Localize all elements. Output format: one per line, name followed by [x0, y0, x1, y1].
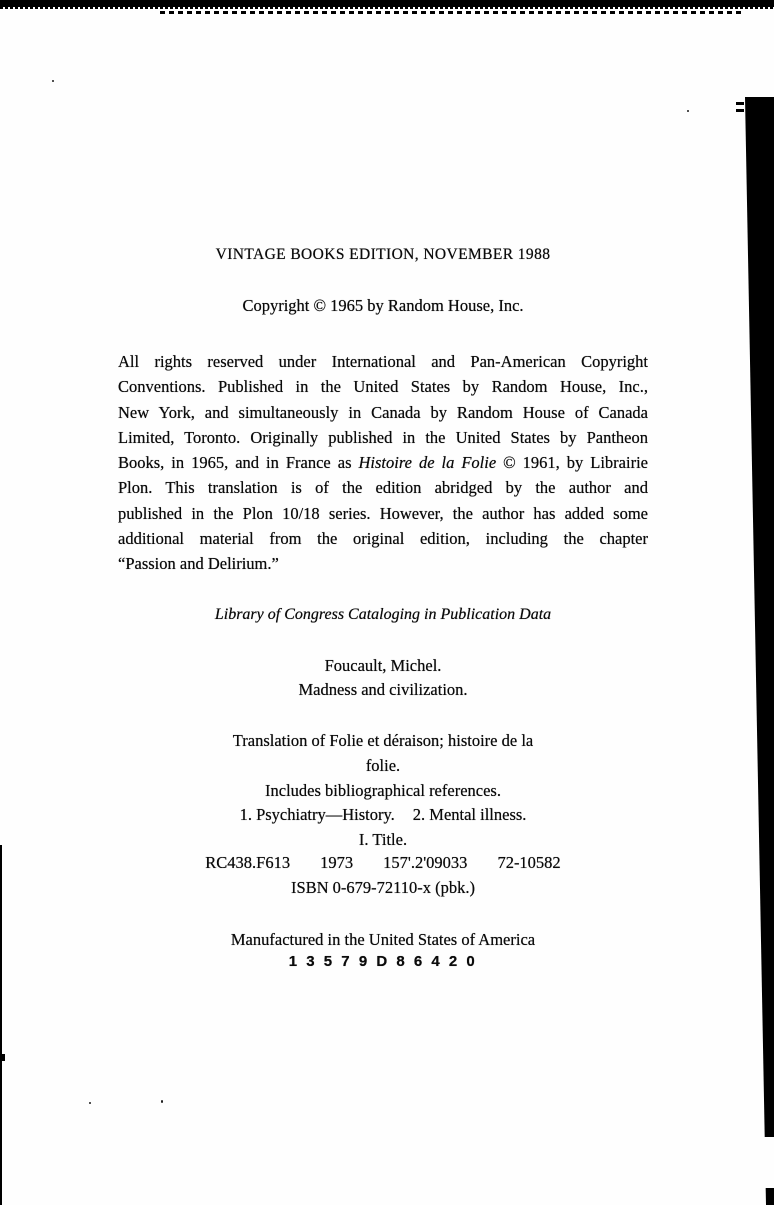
- isbn-line: ISBN 0-679-72110-x (pbk.): [290, 878, 476, 897]
- rights-line: Plon. This translation is of the edition abridged by the author and: [118, 478, 648, 498]
- rights-line: [118, 450, 648, 475]
- title-entry-line: I. Title.: [358, 830, 408, 849]
- references-line: Includes bibliographical references.: [265, 781, 501, 800]
- printing-number-line: 1 3 5 7 9 D 8 6 4 2 0: [288, 953, 478, 970]
- book-title-line: Madness and civilization.: [298, 680, 468, 699]
- scan-artifact-dash: [736, 109, 744, 112]
- rights-line-segment: Books, in 1965, and in France as: [118, 453, 359, 473]
- scan-speck: [52, 80, 54, 82]
- rights-paragraph: [118, 349, 648, 577]
- rights-line: Limited, Toronto. Originally published in the United States by Pantheon: [118, 427, 648, 447]
- loc-cataloging-heading: Library of Congress Cataloging in Publication Data: [214, 606, 552, 623]
- scan-speck: [687, 110, 689, 112]
- french-title-italic: Histoire de la Folie: [358, 453, 497, 473]
- colophon-column: [118, 0, 648, 1205]
- scan-artifact-left-edge: [0, 845, 2, 1205]
- lccn-number: 72-10582: [497, 853, 561, 872]
- rights-line: “Passion and Delirium.”: [118, 554, 279, 574]
- translation-line-1: Translation of Folie et déraison; histoire de la: [232, 731, 534, 750]
- rights-line: additional material from the original edition, including the chapter: [118, 529, 648, 549]
- subject-entry-1: 1. Psychiatry—History.: [239, 805, 395, 824]
- dewey-number: 157'.2'09033: [383, 853, 468, 872]
- rights-line: All rights reserved under International and Pan-American Copyright: [118, 352, 648, 371]
- catalog-year: 1973: [320, 853, 354, 872]
- subject-entry-2: 2. Mental illness.: [412, 805, 527, 824]
- manufactured-line: Manufactured in the United States of America: [230, 930, 536, 949]
- scan-artifact-dash: [736, 102, 744, 105]
- copyright-line: Copyright © 1965 by Random House, Inc.: [242, 296, 524, 315]
- catalog-numbers-row: [118, 853, 648, 873]
- translation-line-2: folie.: [365, 756, 401, 775]
- rights-line-segment: © 1961, by Librairie: [496, 453, 648, 473]
- call-number: RC438.F613: [205, 853, 291, 872]
- rights-line: published in the Plon 10/18 series. However, the author has added some: [118, 503, 648, 523]
- author-line: Foucault, Michel.: [324, 656, 442, 675]
- scan-artifact-left-notch: [0, 1054, 5, 1061]
- scan-speck: [89, 1102, 91, 1104]
- rights-line: Conventions. Published in the United States by Random House, Inc.,: [118, 377, 648, 397]
- edition-line: VINTAGE BOOKS EDITION, NOVEMBER 1988: [215, 246, 551, 263]
- subjects-line: [118, 805, 648, 825]
- rights-line: New York, and simultaneously in Canada by Random House of Canada: [118, 402, 648, 422]
